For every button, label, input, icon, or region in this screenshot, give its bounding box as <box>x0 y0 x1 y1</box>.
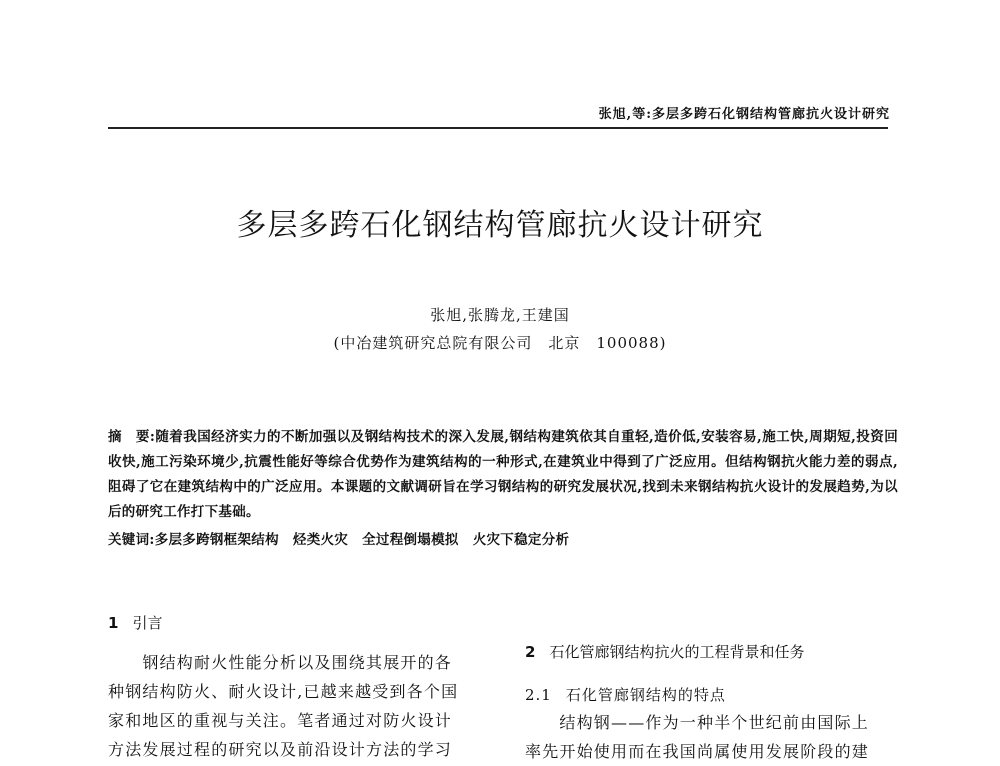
text-line: 率先开始使用而在我国尚属使用发展阶段的建 <box>525 742 870 761</box>
subsection-title: 石化管廊钢结构的特点 <box>565 686 726 704</box>
affiliation: (中冶建筑研究总院有限公司 北京 100088) <box>333 334 667 352</box>
section-number: 1 <box>108 614 119 632</box>
keyword: 烃类火灾 <box>292 532 349 548</box>
abstract-text: 随着我国经济实力的不断加强以及钢结构技术的深入发展,钢结构建筑依其自重轻,造价低,安装容易,施工快,周期短,投资回收快,施工污染环境少,抗震性能好等综合优势作为建筑结构的一种形式,在建筑业中得到了广泛应用。但结构钢抗火能力差的弱点,阻碍了它在建筑结构中的广泛应用。本课题的文献调研旨在学习钢结构的研究发展状况,找到未来钢结构抗火设计的发展趋势,为以后的研究工作打下基础。 <box>108 429 898 520</box>
section-title: 引言 <box>132 614 163 632</box>
paper-title: 多层多跨石化钢结构管廊抗火设计研究 <box>236 208 764 243</box>
text-line: 结构钢——作为一种半个世纪前由国际上 <box>525 713 870 732</box>
subsection-number: 2.1 <box>525 686 552 704</box>
abstract <box>108 425 898 525</box>
section-number: 2 <box>525 643 536 661</box>
header-rule <box>108 127 888 129</box>
section-1-heading <box>108 612 162 633</box>
section-title: 石化管廊钢结构抗火的工程背景和任务 <box>549 643 805 661</box>
text-line: 钢结构耐火性能分析以及围绕其展开的各 <box>108 653 453 672</box>
section-2-1-body <box>525 708 900 766</box>
keyword: 火灾下稳定分析 <box>472 532 570 548</box>
keywords <box>108 528 898 548</box>
authors: 张旭,张腾龙,王建国 <box>430 306 570 324</box>
keywords-label: 关键词: <box>108 532 155 548</box>
text-line: 家和地区的重视与关注。笔者通过对防火设计 <box>108 711 453 730</box>
section-2-1-heading <box>525 684 726 705</box>
text-line: 方法发展过程的研究以及前沿设计方法的学习 <box>108 740 453 759</box>
keyword: 全过程倒塌模拟 <box>362 532 459 548</box>
keyword: 多层多跨钢框架结构 <box>154 532 279 548</box>
section-1-body <box>108 648 480 764</box>
section-2-heading <box>525 641 804 662</box>
text-line: 种钢结构防火、耐火设计,已越来越受到各个国 <box>108 682 459 701</box>
running-header: 张旭,等:多层多跨石化钢结构管廊抗火设计研究 <box>598 107 890 122</box>
abstract-label: 摘 要: <box>108 429 156 445</box>
